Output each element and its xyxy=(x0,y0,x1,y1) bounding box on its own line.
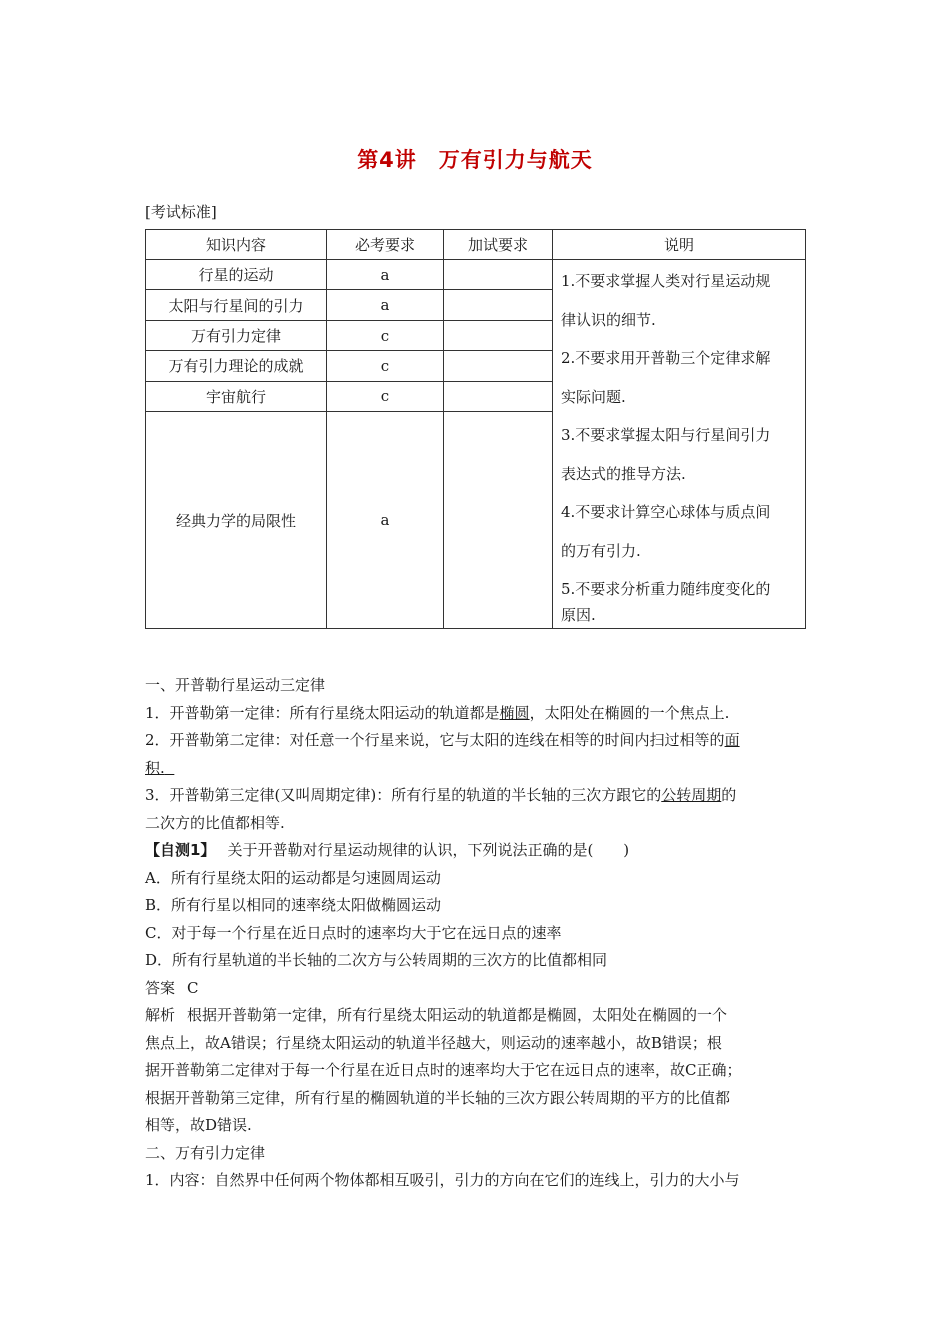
quiz-question xyxy=(145,837,810,865)
gravity-law-1: 1．内容：自然界中任何两个物体都相互吸引，引力的方向在它们的连线上，引力的大小与 xyxy=(145,1171,740,1189)
section-tag: [考试标准] xyxy=(145,203,217,221)
header-topic: 知识内容 xyxy=(146,230,327,260)
topic-cell: 宇宙航行 xyxy=(146,381,327,411)
note-line: 原因. xyxy=(561,606,596,624)
note-line: 3.不要求掌握太阳与行星间引力 xyxy=(561,426,771,444)
table-row xyxy=(146,260,806,290)
topic-cell: 太阳与行星间的引力 xyxy=(146,290,327,320)
analysis-line-3: 据开普勒第二定律对于每一个行星在近日点时的速率均大于它在远日点的速率，故C正确； xyxy=(145,1061,742,1079)
topic-cell: 万有引力定律 xyxy=(146,320,327,350)
header-notes: 说明 xyxy=(553,230,806,260)
note-line: 4.不要求计算空心球体与质点间 xyxy=(561,503,771,521)
analysis-line-1 xyxy=(145,1002,810,1030)
law1-text-end: ，太阳处在椭圆的一个焦点上. xyxy=(529,703,730,722)
standards-table xyxy=(145,229,806,629)
note-line: 5.不要求分析重力随纬度变化的 xyxy=(561,580,771,598)
extra-cell xyxy=(444,381,553,411)
law2-text: 2．开普勒第二定律：对任意一个行星来说，它与太阳的连线在相等的时间内扫过相等的 xyxy=(145,731,725,749)
note-line: 实际问题. xyxy=(561,387,626,406)
option-c: C．对于每一个行星在近日点时的速率均大于它在远日点的速率 xyxy=(145,923,562,942)
note-line: 表达式的推导方法. xyxy=(561,464,686,483)
quiz-text: 关于开普勒对行星运动规律的认识，下列说法正确的是( ) xyxy=(227,841,630,859)
section-heading-kepler: 一、开普勒行星运动三定律 xyxy=(145,676,326,694)
kepler-law-2 xyxy=(145,727,810,755)
answer-value: C xyxy=(187,978,199,997)
analysis-line-5: 相等，故D错误. xyxy=(145,1116,252,1134)
law3-text: 3．开普勒第三定律(又叫周期定律)：所有行星的轨道的半长轴的三次方跟它的 xyxy=(145,786,662,804)
kepler-law-1 xyxy=(145,700,810,728)
header-required: 必考要求 xyxy=(327,230,444,260)
option-a: A．所有行星绕太阳的运动都是匀速圆周运动 xyxy=(145,868,441,887)
note-line: 的万有引力. xyxy=(561,541,641,560)
required-cell: a xyxy=(327,412,444,629)
note-line: 1.不要求掌握人类对行星运动规 xyxy=(561,272,771,290)
required-cell: a xyxy=(327,290,444,320)
kepler-law-2-cont xyxy=(145,755,810,783)
topic-cell: 经典力学的局限性 xyxy=(146,412,327,629)
law1-underlined: 椭圆 xyxy=(499,703,530,722)
section-heading-gravity: 二、万有引力定律 xyxy=(145,1143,266,1162)
analysis-line-4: 根据开普勒第三定律，所有行星的椭圆轨道的半长轴的三次方跟公转周期的平方的比值都 xyxy=(145,1088,731,1107)
extra-cell xyxy=(444,290,553,320)
kepler-law-3-cont: 二次方的比值都相等. xyxy=(145,813,285,832)
required-cell: c xyxy=(327,351,444,381)
law3-underlined: 公转周期 xyxy=(661,786,722,804)
answer-line xyxy=(145,975,810,1003)
quiz-tag: 【自测1】 xyxy=(145,841,216,859)
topic-cell: 万有引力理论的成就 xyxy=(146,351,327,381)
extra-cell xyxy=(444,351,553,381)
note-line: 2.不要求用开普勒三个定律求解 xyxy=(561,349,771,367)
header-extra: 加试要求 xyxy=(444,230,553,260)
extra-cell xyxy=(444,412,553,629)
law2-underlined-cont: 积. xyxy=(145,758,165,777)
analysis-text: 根据开普勒第一定律，所有行星绕太阳运动的轨道都是椭圆，太阳处在椭圆的一个 xyxy=(187,1006,728,1024)
analysis-label: 解析 xyxy=(145,1006,176,1024)
table-header-row xyxy=(146,230,806,260)
notes-cell xyxy=(553,260,806,629)
extra-cell xyxy=(444,320,553,350)
option-b: B．所有行星以相同的速率绕太阳做椭圆运动 xyxy=(145,896,442,914)
required-cell: c xyxy=(327,320,444,350)
topic-cell: 行星的运动 xyxy=(146,260,327,290)
kepler-law-3 xyxy=(145,782,810,810)
required-cell: c xyxy=(327,381,444,411)
law1-text: 1．开普勒第一定律：所有行星绕太阳运动的轨道都是 xyxy=(145,703,500,722)
extra-cell xyxy=(444,260,553,290)
analysis-line-2: 焦点上，故A错误；行星绕太阳运动的轨道半径越大，则运动的速率越小，故B错误；根 xyxy=(145,1033,722,1052)
note-line: 律认识的细节. xyxy=(561,310,656,329)
law3-text-end: 的 xyxy=(721,786,737,804)
required-cell: a xyxy=(327,260,444,290)
law2-underlined: 面 xyxy=(724,731,740,749)
answer-label: 答案 xyxy=(145,978,176,997)
document-body xyxy=(145,672,810,1195)
option-d: D．所有行星轨道的半长轴的二次方与公转周期的三次方的比值都相同 xyxy=(145,951,608,969)
page-title: 第4讲 万有引力与航天 xyxy=(357,148,593,172)
